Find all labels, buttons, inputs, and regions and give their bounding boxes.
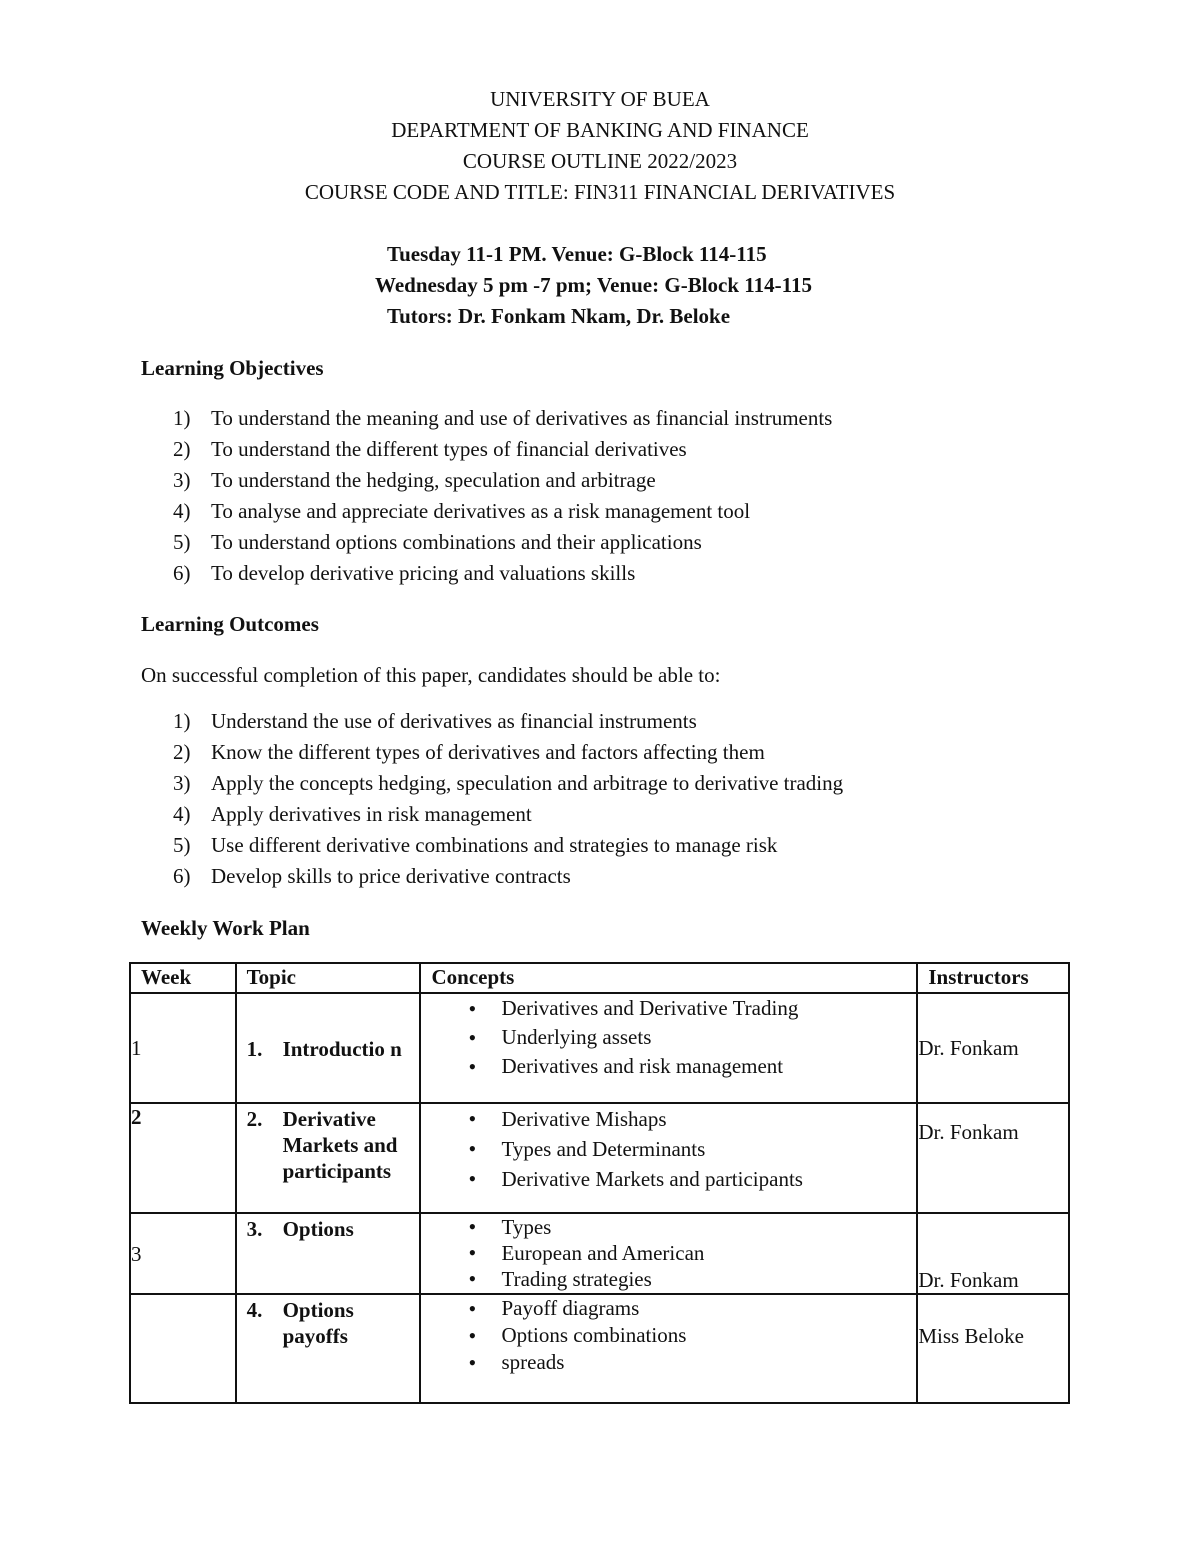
list-item: • Derivative Markets and participants [421, 1164, 916, 1194]
topic-cell: 4. Options payoffs [236, 1294, 421, 1403]
list-item: • Types and Determinants [421, 1134, 916, 1164]
table-row [130, 1103, 1069, 1213]
instructor-cell: Dr. Fonkam [917, 1213, 1069, 1294]
list-item: 5) Use different derivative combinations and strategies to manage risk [173, 833, 778, 857]
list-item: 6) Develop skills to price derivative contracts [173, 864, 571, 888]
column-header-instructors: Instructors [917, 963, 1069, 993]
list-item: 1) To understand the meaning and use of derivatives as financial instruments [173, 406, 833, 430]
week-cell: 3 [130, 1213, 236, 1294]
university-title: UNIVERSITY OF BUEA [490, 87, 710, 111]
topic-cell: 2. Derivative Markets and participants [236, 1103, 421, 1213]
table-row [130, 993, 1069, 1103]
list-item: 1) Understand the use of derivatives as financial instruments [173, 709, 697, 733]
list-item: • Options combinations [421, 1322, 916, 1349]
course-title: COURSE CODE AND TITLE: FIN311 FINANCIAL DERIVATIVES [304, 180, 896, 204]
instructor-cell: Miss Beloke [917, 1294, 1069, 1403]
list-item: 4) Apply derivatives in risk management [173, 802, 532, 826]
tutors-line: Tutors: Dr. Fonkam Nkam, Dr. Beloke [387, 304, 731, 328]
list-item: • Underlying assets [421, 1023, 916, 1052]
tuesday-schedule: Tuesday 11-1 PM. Venue: G-Block 114-115 [387, 242, 767, 266]
instructor-cell: Dr. Fonkam [917, 1103, 1069, 1213]
week-cell: 1 [130, 993, 236, 1103]
workplan-table [129, 962, 1070, 1404]
wednesday-schedule: Wednesday 5 pm -7 pm; Venue: G-Block 114-115 [375, 273, 812, 297]
column-header-topic: Topic [236, 963, 421, 993]
concepts-cell [420, 1213, 917, 1294]
list-item: 2) Know the different types of derivatives and factors affecting them [173, 740, 765, 764]
list-item: • Derivatives and Derivative Trading [421, 994, 916, 1023]
table-row [130, 1213, 1069, 1294]
week-cell [130, 1294, 236, 1403]
column-header-concepts: Concepts [420, 963, 917, 993]
outcomes-heading: Learning Outcomes [141, 612, 319, 636]
week-cell: 2 [130, 1103, 236, 1213]
list-item: 5) To understand options combinations and their applications [173, 530, 702, 554]
list-item: • Types [421, 1214, 916, 1240]
instructor-cell: Dr. Fonkam [917, 993, 1069, 1103]
list-item: • European and American [421, 1240, 916, 1266]
topic-cell: 1. Introductio n [236, 993, 421, 1103]
topic-cell: 3. Options [236, 1213, 421, 1294]
list-item: 3) To understand the hedging, speculation and arbitrage [173, 468, 656, 492]
outcomes-intro: On successful completion of this paper, candidates should be able to: [141, 663, 721, 687]
list-item: • Derivative Mishaps [421, 1104, 916, 1134]
list-item: • Payoff diagrams [421, 1295, 916, 1322]
department-title: DEPARTMENT OF BANKING AND FINANCE [391, 118, 809, 142]
list-item: • Derivatives and risk management [421, 1052, 916, 1081]
table-row [130, 1294, 1069, 1403]
outline-title: COURSE OUTLINE 2022/2023 [462, 149, 738, 173]
list-item: • spreads [421, 1349, 916, 1376]
list-item: 2) To understand the different types of financial derivatives [173, 437, 687, 461]
concepts-cell [420, 1294, 917, 1403]
list-item: 3) Apply the concepts hedging, speculation and arbitrage to derivative trading [173, 771, 844, 795]
concepts-cell [420, 993, 917, 1103]
table-header-row [130, 963, 1069, 993]
list-item: 6) To develop derivative pricing and valuations skills [173, 561, 636, 585]
workplan-heading: Weekly Work Plan [141, 916, 310, 940]
objectives-heading: Learning Objectives [141, 356, 324, 380]
list-item: • Trading strategies [421, 1266, 916, 1292]
column-header-week: Week [130, 963, 236, 993]
objectives-list [173, 405, 832, 591]
concepts-cell [420, 1103, 917, 1213]
list-item: 4) To analyse and appreciate derivatives as a risk management tool [173, 499, 751, 523]
outcomes-list [173, 708, 843, 894]
